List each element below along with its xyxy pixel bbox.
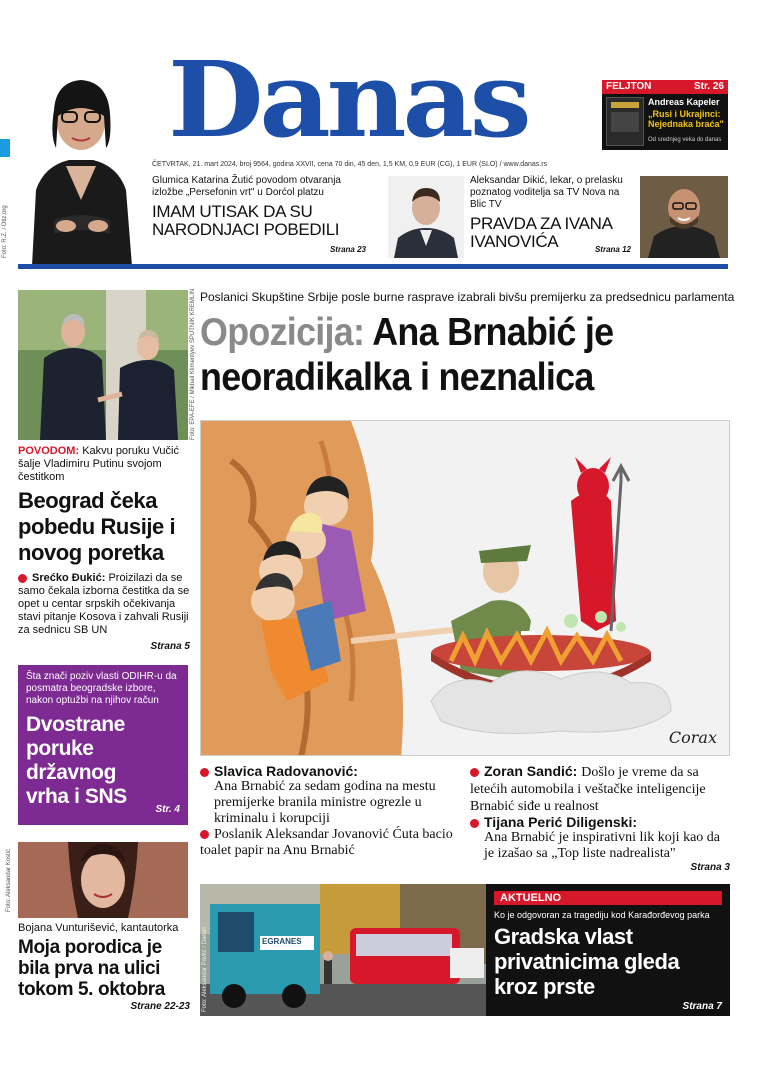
odihr-box[interactable] (18, 665, 188, 825)
cartoon-signature: Corax (668, 728, 717, 747)
masthead-photo-credit: Foto: R.Z. / Otiz.org (2, 205, 8, 258)
main-photo-credit: Foto: EPA-EFE / Mikhail Klimentyev SPUTNIK KREMLIN (190, 288, 196, 440)
teaser-left-headline: IMAM UTISAK DA SU NARODNJACI POBEDILI (152, 202, 340, 239)
bojana-page: Strane 22-23 (130, 1001, 190, 1012)
quote-left-1-text: Ana Brnabić za sedam godina na mestu premijerke branila ministre ogrezle u kriminalu i korupciji (214, 779, 436, 826)
dateline: ČETVRTAK, 21. mart 2024, broj 9564, godina XXVII, cena 70 din, 45 den, 1,5 KM, 0,9 EUR (CG), 1 EUR (SLO) (152, 161, 498, 168)
povodom-quote-name: Srećko Đukić: (32, 572, 106, 584)
website-link[interactable]: www.danas.rs (503, 161, 548, 168)
main-story-page: Strana 3 (690, 862, 730, 873)
povodom-teaser[interactable] (18, 445, 190, 652)
main-headline-grey: Opozicija: (200, 311, 365, 354)
teaser-left-photo (388, 176, 464, 258)
teaser-right[interactable] (470, 175, 635, 259)
quote-right-1-name: Zoran Sandić: (484, 763, 578, 779)
feljton-page: Str. 26 (693, 81, 724, 92)
quote-left-2-text: Poslanik Aleksandar Jovanović Ćuta bacio toalet papir na Anu Brnabić (200, 827, 453, 858)
dateline-row: ČETVRTAK, 21. mart 2024, broj 9564, godina XXVII, cena 70 din, 45 den, 1,5 KM, 0,9 EUR (CG), 1 EUR (SLO) / www.danas.rs (152, 161, 548, 168)
povodom-label: POVODOM: (18, 445, 80, 457)
feljton-title: „Rusi i Ukrajinci: Nejednaka braća" (648, 109, 724, 129)
odihr-page: Str. 4 (155, 804, 180, 815)
aktuelno-intro: Ko je odgovoran za tragediju kod Karađorđevog parka (494, 910, 710, 920)
accident-photo-sign: EGRANES (262, 937, 302, 946)
povodom-page: Strana 5 (150, 641, 190, 652)
quote-left-1-name: Slavica Radovanović: (214, 763, 358, 779)
bullet-dot (470, 768, 479, 777)
feljton-box[interactable] (602, 80, 728, 150)
corax-cartoon (200, 420, 730, 756)
main-quotes-left (200, 764, 460, 859)
teaser-left-page: Strana 23 (329, 245, 366, 254)
aktuelno-box[interactable] (486, 884, 730, 1016)
bojana-teaser[interactable] (18, 922, 190, 1012)
povodom-headline: Beograd čeka pobedu Rusije i novog poretka (18, 488, 176, 565)
quote-right-2-name: Tijana Perić Diligenski: (484, 814, 638, 830)
teaser-left-intro: Glumica Katarina Žutić povodom otvaranja izložbe „Persefonin vrt" u Dorćol platzu (152, 175, 341, 198)
bojana-photo-credit: Foto: Aleksandar Kostić (6, 848, 12, 912)
teaser-right-photo (640, 176, 728, 258)
vucic-putin-photo (18, 290, 188, 440)
povodom-quote-text: Proizilazi da se samo čekala izborna čestitka da se opet u centar srpskih očekivanja stavi pitanje Kosova i zahvali Rusiji za sednicu SB UN (18, 572, 190, 636)
bojana-photo (18, 842, 188, 918)
teaser-right-page: Strana 12 (594, 245, 631, 254)
logo-text: Danas (168, 38, 528, 161)
main-quotes-right (470, 764, 730, 873)
main-kicker: Poslanici Skupštine Srbije posle burne rasprave izabrali bivšu premijerku za predsednicu parlamenta (200, 290, 735, 304)
bullet-dot (470, 819, 479, 828)
quote-right-2-text: Ana Brnabić je inspirativni lik koji kao da je izašao sa „Top liste nadrealista" (484, 830, 721, 861)
povodom-intro: Kakvu poruku Vučić šalje Vladimiru Putinu svojom čestitkom (18, 445, 179, 483)
aktuelno-headline: Gradska vlast privatnicima gleda kroz prste (494, 924, 680, 999)
odihr-headline: Dvostrane poruke državnog vrha i SNS (26, 713, 127, 808)
aktuelno-page: Strana 7 (682, 1001, 722, 1012)
feljton-note: Od srednjeg veka do danas (648, 137, 722, 143)
teaser-right-intro: Aleksandar Dikić, lekar, o prelasku poznatog voditelja sa TV Nova na Blic TV (470, 175, 623, 210)
main-headline-black: Ana Brnabić je neoradikalka i neznalica (200, 311, 614, 399)
bullet-dot (200, 768, 209, 777)
teaser-right-headline: PRAVDA ZA IVANA IVANOVIĆA (470, 214, 612, 251)
quote-right-1-text: Došlo je vreme da sa letećih automobila i veštačke inteligencije Brnabić siđe u realnost (470, 765, 706, 814)
bullet-dot (18, 574, 27, 583)
feljton-author: Andreas Kapeler (648, 97, 720, 107)
teaser-left[interactable] (152, 175, 370, 259)
feljton-label: FELJTON (606, 81, 652, 92)
accident-photo (200, 884, 486, 1016)
odihr-intro: Šta znači poziv vlasti ODIHR-u da posmatra beogradske izbore, nakon optužbi na njihov račun (26, 671, 177, 706)
accident-photo-credit: Foto: Aleksandar Pavlić / Danas (202, 926, 208, 1012)
blue-edge-marker (0, 139, 10, 157)
bullet-dot (200, 830, 209, 839)
masthead-rule (18, 264, 728, 269)
main-headline[interactable] (200, 310, 730, 400)
aktuelno-label: AKTUELNO (494, 891, 722, 905)
danas-logo (168, 38, 588, 161)
masthead-portrait (14, 70, 148, 266)
bojana-headline: Moja porodica je bila prva na ulici tokom 5. oktobra (18, 937, 165, 1000)
bojana-intro: Bojana Vunturišević, kantautorka (18, 922, 179, 934)
feljton-book-cover (606, 97, 644, 146)
